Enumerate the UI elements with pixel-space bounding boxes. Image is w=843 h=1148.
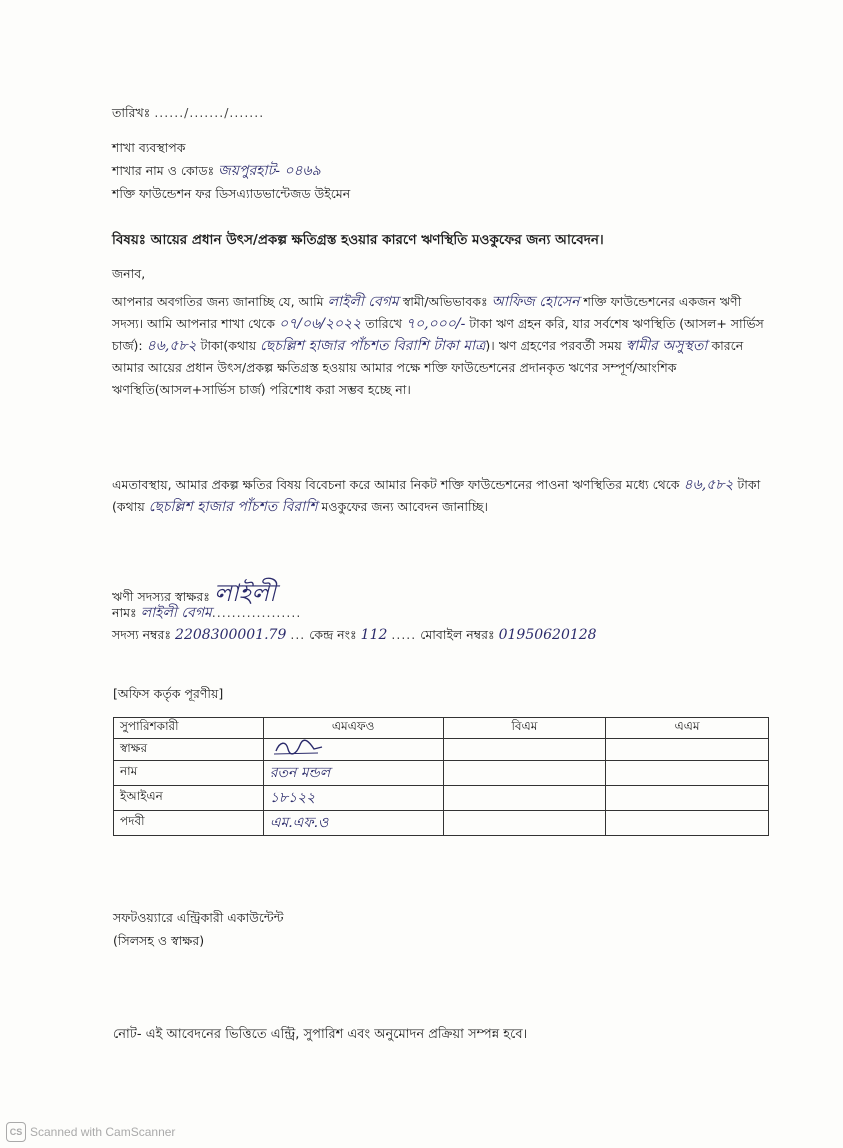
- waive-in-words: ছেচল্লিশ হাজার পাঁচশত বিরাশি: [148, 499, 318, 515]
- date-line: [112, 105, 264, 121]
- waive-amount: ৪৬,৫৮২: [683, 477, 734, 493]
- member-signature-line: [112, 580, 276, 606]
- table-row: [114, 761, 769, 786]
- body-paragraph-2: [112, 474, 772, 518]
- header-bm: বিএম: [443, 718, 606, 739]
- body2-text-2: টাকা (কথায়: [112, 477, 761, 514]
- bm-cell: [443, 739, 606, 761]
- am-cell: [606, 786, 769, 811]
- body1-text-3: শক্তি ফাউন্ডেশনের একজন ঋণী সদস্য। আমি আপনার শাখা থেকে: [112, 294, 742, 331]
- header-mfo: এমএফও: [263, 718, 443, 739]
- body1-text-4: তারিখে: [365, 316, 402, 331]
- branch-label: শাখার নাম ও কোডঃ: [112, 163, 215, 178]
- branch-value: জয়পুরহাট- ০৪৬৯: [218, 163, 321, 179]
- loan-balance: ৪৬,৫৮২: [146, 338, 197, 354]
- mfo-signature: [270, 739, 330, 757]
- body2-text-3: মওকুফের জন্য আবেদন জানাচ্ছি।: [321, 499, 488, 514]
- accountant-label: সফটওয়্যারে এন্ট্রিকারী একাউন্টেন্ট: [113, 910, 284, 925]
- guardian-name: আফিজ হোসেন: [491, 294, 580, 310]
- loan-amount: ৭০,০০০/-: [405, 316, 466, 332]
- mobile-number: 01950620128: [498, 627, 597, 643]
- body-paragraph-1: [112, 291, 772, 401]
- body1-text-2: স্বামী/অভিভাবকঃ: [402, 294, 488, 309]
- member-ids-line: সদস্য নম্বরঃ 2208300001.79 ... কেন্দ্র নংঃ 112 ..... মোবাইল নম্বরঃ 01950620128: [112, 627, 597, 643]
- salutation: জনাব,: [112, 266, 146, 281]
- bm-cell: [443, 761, 606, 786]
- table-row: [114, 739, 769, 761]
- branch-line: [112, 163, 321, 179]
- body1-text-1: আপনার অবগতির জন্য জানাচ্ছি যে, আমি: [112, 294, 324, 309]
- balance-in-words: ছেচল্লিশ হাজার পাঁচশত বিরাশি টাকা মাত্র: [260, 338, 486, 354]
- borrower-name: লাইলী বেগম: [327, 294, 399, 310]
- member-name-label: নামঃ: [112, 605, 137, 620]
- row-label: নাম: [114, 761, 264, 786]
- mobile-number-label: মোবাইল নম্বরঃ: [420, 627, 495, 642]
- body1-text-7: )। ঋণ গ্রহণের পরবর্তী সময়: [485, 338, 622, 353]
- am-cell: [606, 811, 769, 836]
- member-signature-label: ঋণী সদস্যর স্বাক্ষরঃ: [112, 589, 210, 604]
- member-signature: লাইলী: [213, 579, 276, 607]
- watermark-text: Scanned with CamScanner: [30, 1125, 176, 1139]
- member-number: 2208300001.79: [175, 627, 287, 643]
- body1-text-8: কারনে আমার আয়ের প্রধান উৎস/প্রকল্প ক্ষতিগ্রস্ত হওয়ায় আমার পক্ষে শক্তি ফাউন্ডেশনের প্রদানকৃত ঋণের সম্পূর্ণ/আংশিক ঋণস্থিতি(আসল+সার্ভিস চার্জ) পরিশোধ করা সম্ভব হচ্ছে না।: [112, 338, 744, 397]
- mfo-signature-cell: [263, 739, 443, 761]
- date-label: তারিখঃ: [112, 105, 151, 120]
- camscanner-watermark: [6, 1122, 175, 1142]
- row-label: পদবী: [114, 811, 264, 836]
- subject-line: বিষয়ঃ আয়ের প্রধান উৎস/প্রকল্প ক্ষতিগ্রস্ত হওয়ার কারণে ঋণস্থিতি মওকুফের জন্য আবেদন।: [112, 232, 604, 248]
- office-table-header-row: [114, 718, 769, 739]
- header-recommender: সুপারিশকারী: [114, 718, 264, 739]
- mfo-ein: ১৮১২২: [263, 786, 443, 811]
- row-label: ইআইএন: [114, 786, 264, 811]
- loss-reason: স্বামীর অসুস্থতা: [625, 338, 708, 354]
- camscanner-logo-icon: CS: [6, 1122, 26, 1142]
- mfo-name: রতন মন্ডল: [263, 761, 443, 786]
- accountant-note: (সিলসহ ও স্বাক্ষর): [113, 933, 205, 948]
- am-cell: [606, 739, 769, 761]
- mfo-designation: এম.এফ.ও: [263, 811, 443, 836]
- office-table: [113, 717, 769, 836]
- member-name: লাইলী বেগম: [140, 605, 212, 621]
- loan-date: ০৭/০৬/২০২২: [278, 316, 362, 332]
- table-row: [114, 811, 769, 836]
- office-caption: [অফিস কর্তৃক পূরণীয়]: [113, 686, 224, 701]
- addressee-title: শাখা ব্যবস্থাপক: [112, 140, 186, 155]
- header-am: এএম: [606, 718, 769, 739]
- center-number-label: কেন্দ্র নংঃ: [309, 627, 357, 642]
- member-name-line: নামঃ লাইলী বেগম..................: [112, 605, 302, 621]
- member-number-label: সদস্য নম্বরঃ: [112, 627, 172, 642]
- org-name: শক্তি ফাউন্ডেশন ফর ডিসএ্যাডভান্টেজড উইমেন: [112, 186, 351, 201]
- bm-cell: [443, 811, 606, 836]
- table-row: [114, 786, 769, 811]
- body1-text-5: টাকা ঋণ গ্রহন করি, যার সর্বশেষ ঋণস্থিতি (আসল+ সার্ভিস চার্জ):: [112, 316, 764, 353]
- bm-cell: [443, 786, 606, 811]
- body1-text-6: টাকা(কথায়: [200, 338, 257, 353]
- footer-note: নোট- এই আবেদনের ভিত্তিতে এন্ট্রি, সুপারিশ এবং অনুমোদন প্রক্রিয়া সম্পন্ন হবে।: [113, 1027, 528, 1042]
- center-number: 112: [360, 627, 388, 643]
- am-cell: [606, 761, 769, 786]
- body2-text-1: এমতাবস্থায়, আমার প্রকল্প ক্ষতির বিষয় বিবেচনা করে আমার নিকট শক্তি ফাউন্ডেশনের পাওনা ঋণস্থিতির মধ্যে থেকে: [112, 477, 680, 492]
- date-blank: ....../......./.......: [154, 105, 265, 120]
- row-label: স্বাক্ষর: [114, 739, 264, 761]
